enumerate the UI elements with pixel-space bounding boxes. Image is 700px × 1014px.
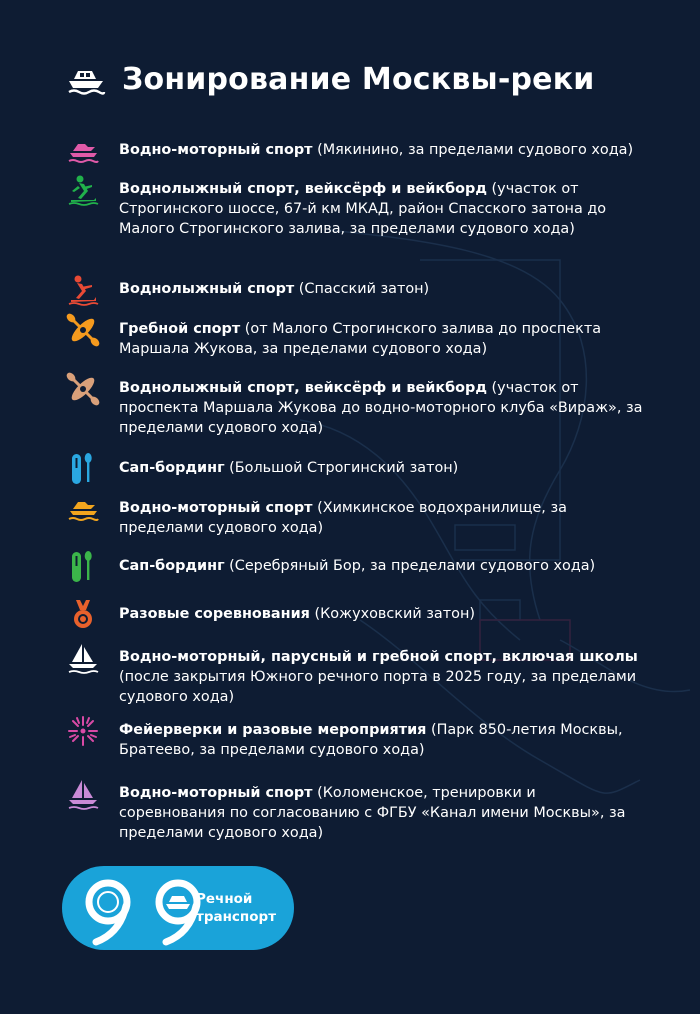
item-description: (Парк 850-летия Москвы, Братеево, за пределами судового хода) bbox=[119, 722, 623, 758]
item-description: (Спасский затон) bbox=[294, 281, 430, 297]
item-description: (участок от Строгинского шоссе, 67-й км МКАД, район Спасского затона до Малого Строгинского залива, за пределами судового хода) bbox=[119, 181, 607, 237]
nine-logo-icon bbox=[72, 872, 146, 946]
item-title: Водно-моторный, парусный и гребной спорт, включая школы bbox=[119, 649, 638, 665]
item-description: (Большой Строгинский затон) bbox=[224, 460, 459, 476]
item-text bbox=[119, 140, 633, 168]
medal-icon bbox=[66, 598, 100, 632]
sup-board-icon bbox=[66, 550, 100, 584]
item-description: (Коломенское, тренировки и соревнования по согласованию с ФГБУ «Канал имени Москвы», за пределами судового хода) bbox=[119, 785, 626, 841]
item-title: Водно-моторный спорт bbox=[119, 500, 313, 516]
kayak-icon bbox=[66, 372, 100, 406]
item-title: Гребной спорт bbox=[119, 321, 241, 337]
kayak-icon bbox=[66, 313, 100, 347]
item-title: Фейерверки и разовые мероприятия bbox=[119, 722, 427, 738]
list-item bbox=[66, 140, 646, 168]
item-title: Воднолыжный спорт, вейксёрф и вейкборд bbox=[119, 181, 487, 197]
list-item bbox=[66, 604, 646, 632]
item-text bbox=[119, 604, 475, 632]
item-title: Сап-бординг bbox=[119, 460, 225, 476]
fireworks-icon bbox=[66, 714, 100, 748]
motorboat-icon bbox=[66, 492, 100, 526]
item-text bbox=[119, 783, 646, 843]
item-text bbox=[119, 720, 646, 760]
list-item bbox=[66, 647, 646, 707]
item-description: (Серебряный Бор, за пределами судового хода) bbox=[224, 558, 596, 574]
item-title: Воднолыжный спорт bbox=[119, 281, 295, 297]
item-description: (Кожуховский затон) bbox=[309, 606, 475, 622]
item-description: (от Малого Строгинского залива до проспекта Маршала Жукова, за пределами судового хода) bbox=[119, 321, 602, 357]
sailboat-icon bbox=[66, 641, 100, 675]
page-header bbox=[66, 62, 595, 97]
motorboat-icon bbox=[66, 134, 100, 168]
item-text bbox=[119, 279, 429, 307]
item-title: Воднолыжный спорт, вейксёрф и вейкборд bbox=[119, 380, 487, 396]
logo-line-1: Речной bbox=[196, 891, 253, 907]
item-description: (Химкинское водохранилище, за пределами судового хода) bbox=[119, 500, 567, 536]
list-item bbox=[66, 279, 646, 307]
boat-icon bbox=[66, 63, 106, 97]
item-text bbox=[119, 556, 595, 584]
sailboat-icon bbox=[66, 777, 100, 811]
item-text bbox=[119, 378, 646, 438]
list-item bbox=[66, 498, 646, 538]
item-title: Водно-моторный спорт bbox=[119, 142, 313, 158]
list-item bbox=[66, 458, 646, 486]
logo-text bbox=[196, 890, 276, 926]
list-item bbox=[66, 783, 646, 843]
item-text bbox=[119, 179, 646, 239]
page-title: Зонирование Москвы-реки bbox=[122, 62, 595, 97]
list-item bbox=[66, 319, 646, 359]
logo-line-2: транспорт bbox=[196, 909, 277, 925]
item-text bbox=[119, 647, 646, 707]
water-skier-icon bbox=[66, 173, 100, 207]
item-text bbox=[119, 319, 646, 359]
sup-board-icon bbox=[66, 452, 100, 486]
item-title: Сап-бординг bbox=[119, 558, 225, 574]
item-title: Водно-моторный спорт bbox=[119, 785, 313, 801]
item-description: (участок от проспекта Маршала Жукова до водно-моторного клуба «Вираж», за пределами судового хода) bbox=[119, 380, 643, 436]
item-description: (после закрытия Южного речного порта в 2025 году, за пределами судового хода) bbox=[119, 669, 637, 705]
item-text bbox=[119, 458, 458, 486]
list-item bbox=[66, 556, 646, 584]
item-title: Разовые соревнования bbox=[119, 606, 310, 622]
river-transport-logo bbox=[62, 866, 294, 950]
item-text bbox=[119, 498, 646, 538]
list-item bbox=[66, 179, 646, 239]
water-skier-icon bbox=[66, 273, 100, 307]
item-description: (Мякинино, за пределами судового хода) bbox=[312, 142, 634, 158]
list-item bbox=[66, 720, 646, 760]
list-item bbox=[66, 378, 646, 438]
